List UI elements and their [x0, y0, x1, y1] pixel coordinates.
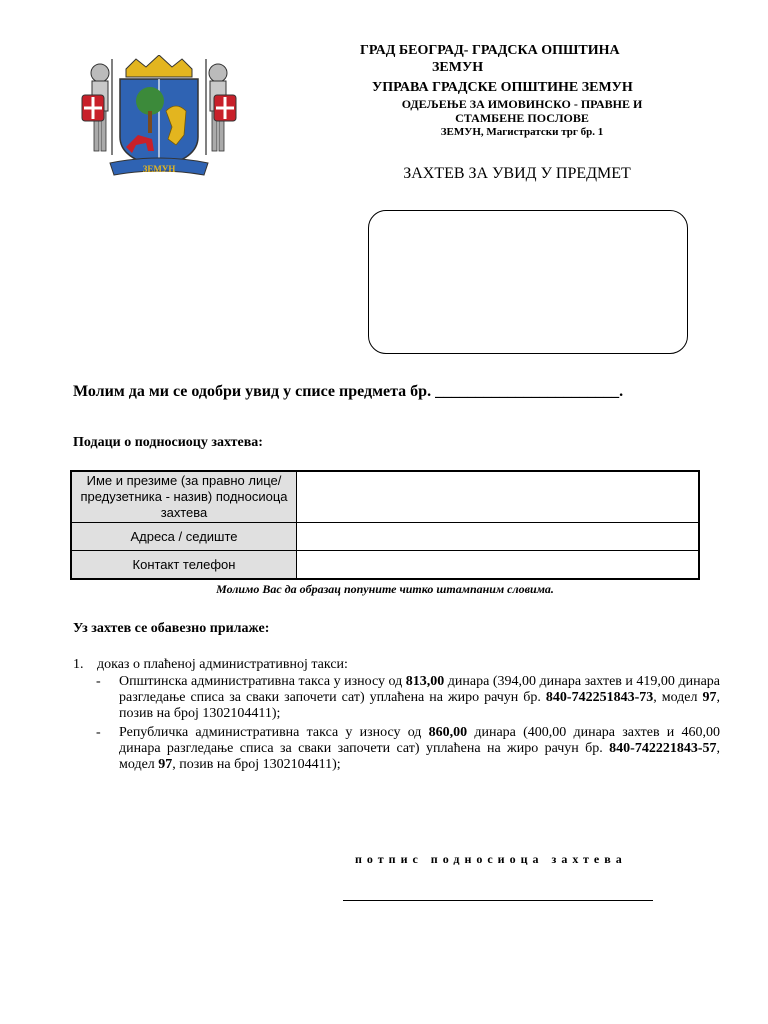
form-title: ЗАХТЕВ ЗА УВИД У ПРЕДМЕТ	[403, 165, 631, 182]
name-label: Име и презиме (за правно лице/предузетника - назив) подносиоца захтева	[71, 471, 297, 523]
fee-text: динара (394,00 динара захтев и 419,00 динара разгледање списа за сваки започети сат) уплаћена на жиро рачун бр.	[119, 674, 720, 705]
signature-label: потпис подносиоца захтева	[355, 852, 627, 866]
fee-text: , модел	[119, 741, 720, 772]
fee-text: , позив на број 1302104411);	[119, 690, 720, 721]
zemun-coat-of-arms	[80, 55, 238, 180]
phone-label: Контакт телефон	[71, 551, 297, 580]
payment-model: 97	[158, 757, 173, 772]
republic-fee-text	[119, 725, 720, 773]
list-item-number: 1.	[73, 657, 84, 672]
address-label: Адреса / седиште	[71, 523, 297, 551]
header-line-1: ГРАД БЕОГРАД- ГРАДСКА ОПШТИНА	[360, 43, 620, 58]
table-row	[71, 523, 699, 551]
crown-icon	[126, 55, 192, 77]
header-department: ОДЕЉЕЊЕ ЗА ИМОВИНСКО - ПРАВНЕ И СТАМБЕНЕ ПОСЛОВЕ	[401, 97, 643, 125]
list-item	[73, 657, 348, 673]
list-item-text: доказ о плаћеној административној такси:	[97, 657, 348, 672]
name-field[interactable]	[297, 471, 700, 523]
fee-text: динара (400,00 динара захтев и 460,00 динара разгледање списа за сваки започети сат) уплаћена на жиро рачун бр.	[119, 725, 721, 756]
print-legibly-note: Молимо Вас да образац попуните читко штампаним словима.	[216, 582, 554, 596]
municipal-fee-item	[96, 674, 720, 722]
signature-line[interactable]	[343, 900, 653, 901]
registry-stamp-box	[368, 210, 688, 354]
right-knight-figure	[206, 59, 236, 155]
phone-field[interactable]	[297, 551, 700, 580]
table-row	[71, 471, 699, 523]
municipal-fee-text	[119, 674, 720, 722]
bullet-dash: -	[96, 725, 101, 740]
fee-amount: 813,00	[405, 674, 445, 689]
left-knight-figure	[82, 59, 112, 155]
header-administration: УПРАВА ГРАДСКЕ ОПШТИНЕ ЗЕМУН	[372, 80, 633, 95]
republic-fee-item	[96, 725, 720, 773]
header-line-1b: ЗЕМУН	[432, 60, 484, 75]
address-field[interactable]	[297, 523, 700, 551]
table-row	[71, 551, 699, 580]
fee-amount: 860,00	[428, 725, 468, 740]
bank-account: 840-742251843-73	[545, 690, 654, 705]
payment-model: 97	[702, 690, 717, 705]
applicant-data-table	[70, 470, 700, 580]
crest-banner-text: ЗЕМУН	[142, 164, 176, 174]
header-address: ЗЕМУН, Магистратски трг бр. 1	[440, 126, 604, 138]
municipality-header	[360, 42, 680, 76]
attachments-section-heading: Уз захтев се обавезно прилаже:	[73, 621, 270, 636]
fee-text: , позив на број 1302104411);	[172, 757, 341, 772]
fee-text: , модел	[653, 690, 703, 705]
request-statement: Молим да ми се одобри увид у списе предмета бр. _______________________.	[73, 383, 624, 400]
applicant-section-heading: Подаци о подносиоцу захтева:	[73, 435, 263, 450]
fee-text: Општинска административна такса у износу од	[119, 674, 406, 689]
bullet-dash: -	[96, 674, 101, 689]
fee-text: Републичка административна такса у износу од	[119, 725, 429, 740]
bank-account: 840-742221843-57	[609, 741, 717, 756]
